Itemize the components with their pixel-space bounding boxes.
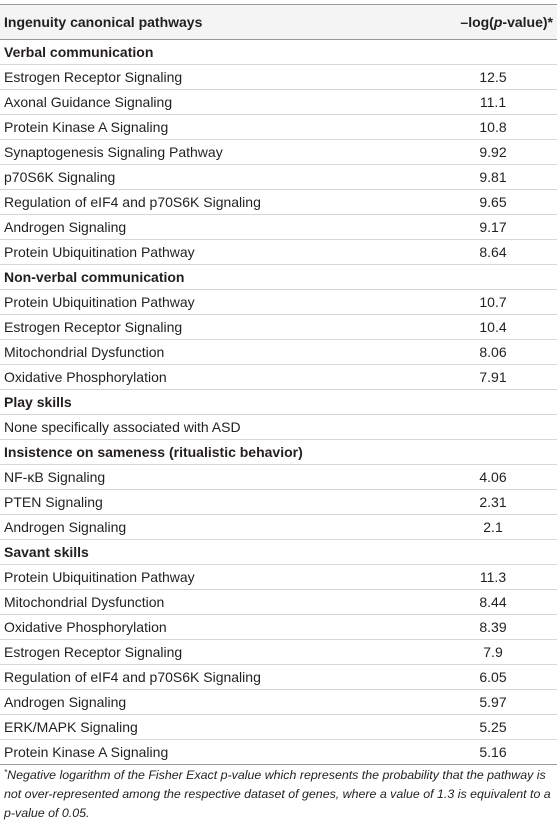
pathway-name: Protein Ubiquitination Pathway	[0, 565, 363, 590]
pathway-name: NF-κB Signaling	[0, 465, 363, 490]
pathway-name: Oxidative Phosphorylation	[0, 365, 363, 390]
pathway-name: Mitochondrial Dysfunction	[0, 340, 363, 365]
table-row	[0, 740, 557, 765]
table-header	[0, 5, 557, 40]
pathway-name: Estrogen Receptor Signaling	[0, 640, 363, 665]
table-row	[0, 340, 557, 365]
group-title: Insistence on sameness (ritualistic behavior)	[0, 440, 557, 465]
table-row	[0, 65, 557, 90]
neglog-pvalue: 12.5	[363, 65, 557, 90]
pathway-name: Protein Kinase A Signaling	[0, 115, 363, 140]
table-row	[0, 415, 557, 440]
header-neglog-suffix: -value)*	[502, 14, 553, 30]
pathway-name: Estrogen Receptor Signaling	[0, 315, 363, 340]
neglog-pvalue: 5.97	[363, 690, 557, 715]
header-neglog-p: p	[493, 14, 503, 30]
group-header-row	[0, 540, 557, 565]
table-row	[0, 315, 557, 340]
table-row	[0, 215, 557, 240]
neglog-pvalue: 5.25	[363, 715, 557, 740]
group-header-row	[0, 40, 557, 65]
table-row	[0, 590, 557, 615]
table-row	[0, 190, 557, 215]
table-row	[0, 365, 557, 390]
header-pathways: Ingenuity canonical pathways	[0, 5, 363, 40]
group-header-row	[0, 440, 557, 465]
neglog-pvalue: 11.1	[363, 90, 557, 115]
pathway-name: Synaptogenesis Signaling Pathway	[0, 140, 363, 165]
table-footnote	[4, 763, 552, 823]
pathway-name: Regulation of eIF4 and p70S6K Signaling	[0, 665, 363, 690]
neglog-pvalue: 9.81	[363, 165, 557, 190]
pathway-name: p70S6K Signaling	[0, 165, 363, 190]
group-title: Play skills	[0, 390, 557, 415]
neglog-pvalue: 2.31	[363, 490, 557, 515]
table-row	[0, 615, 557, 640]
table-row	[0, 565, 557, 590]
neglog-pvalue: 8.06	[363, 340, 557, 365]
pathway-name: None specifically associated with ASD	[0, 415, 363, 440]
table-row	[0, 490, 557, 515]
pathway-name: Oxidative Phosphorylation	[0, 615, 363, 640]
footnote-text: Negative logarithm of the Fisher Exact p-value which represents the probability that the pathway is not over-represented among the respective dataset of genes, where a value of 1.3 is equivalent to a p-value of 0.05.	[4, 768, 551, 820]
pathway-name: Mitochondrial Dysfunction	[0, 590, 363, 615]
table-row	[0, 640, 557, 665]
neglog-pvalue: 8.64	[363, 240, 557, 265]
pathway-name: Protein Ubiquitination Pathway	[0, 290, 363, 315]
footnote-marker: *	[4, 768, 8, 777]
neglog-pvalue: 9.65	[363, 190, 557, 215]
pathway-name: Protein Kinase A Signaling	[0, 740, 363, 765]
table-row	[0, 140, 557, 165]
table-row	[0, 165, 557, 190]
neglog-pvalue: 11.3	[363, 565, 557, 590]
neglog-pvalue: 4.06	[363, 465, 557, 490]
neglog-pvalue: 8.44	[363, 590, 557, 615]
table-row	[0, 665, 557, 690]
pathway-name: Androgen Signaling	[0, 515, 363, 540]
table-row	[0, 690, 557, 715]
neglog-pvalue: 9.92	[363, 140, 557, 165]
table-row	[0, 715, 557, 740]
neglog-pvalue: 10.4	[363, 315, 557, 340]
group-title: Verbal communication	[0, 40, 557, 65]
pathways-table	[0, 4, 557, 765]
pathway-name: Estrogen Receptor Signaling	[0, 65, 363, 90]
neglog-pvalue: 7.91	[363, 365, 557, 390]
neglog-pvalue	[363, 415, 557, 440]
table-body	[0, 40, 557, 765]
neglog-pvalue: 7.9	[363, 640, 557, 665]
pathway-name: Regulation of eIF4 and p70S6K Signaling	[0, 190, 363, 215]
table-row	[0, 515, 557, 540]
table-row	[0, 240, 557, 265]
pathway-name: Protein Ubiquitination Pathway	[0, 240, 363, 265]
neglog-pvalue: 9.17	[363, 215, 557, 240]
pathway-name: Axonal Guidance Signaling	[0, 90, 363, 115]
header-neglog-pvalue	[363, 5, 557, 40]
pathway-name: PTEN Signaling	[0, 490, 363, 515]
pathway-name: Androgen Signaling	[0, 215, 363, 240]
table-row	[0, 290, 557, 315]
table-row	[0, 115, 557, 140]
group-header-row	[0, 265, 557, 290]
table-row	[0, 465, 557, 490]
neglog-pvalue: 10.7	[363, 290, 557, 315]
group-header-row	[0, 390, 557, 415]
pathway-name: Androgen Signaling	[0, 690, 363, 715]
group-title: Non-verbal communication	[0, 265, 557, 290]
table-row	[0, 90, 557, 115]
header-neglog-prefix: –log(	[460, 14, 494, 30]
neglog-pvalue: 8.39	[363, 615, 557, 640]
pathway-name: ERK/MAPK Signaling	[0, 715, 363, 740]
header-row	[0, 5, 557, 40]
neglog-pvalue: 2.1	[363, 515, 557, 540]
group-title: Savant skills	[0, 540, 557, 565]
neglog-pvalue: 6.05	[363, 665, 557, 690]
neglog-pvalue: 10.8	[363, 115, 557, 140]
neglog-pvalue: 5.16	[363, 740, 557, 765]
